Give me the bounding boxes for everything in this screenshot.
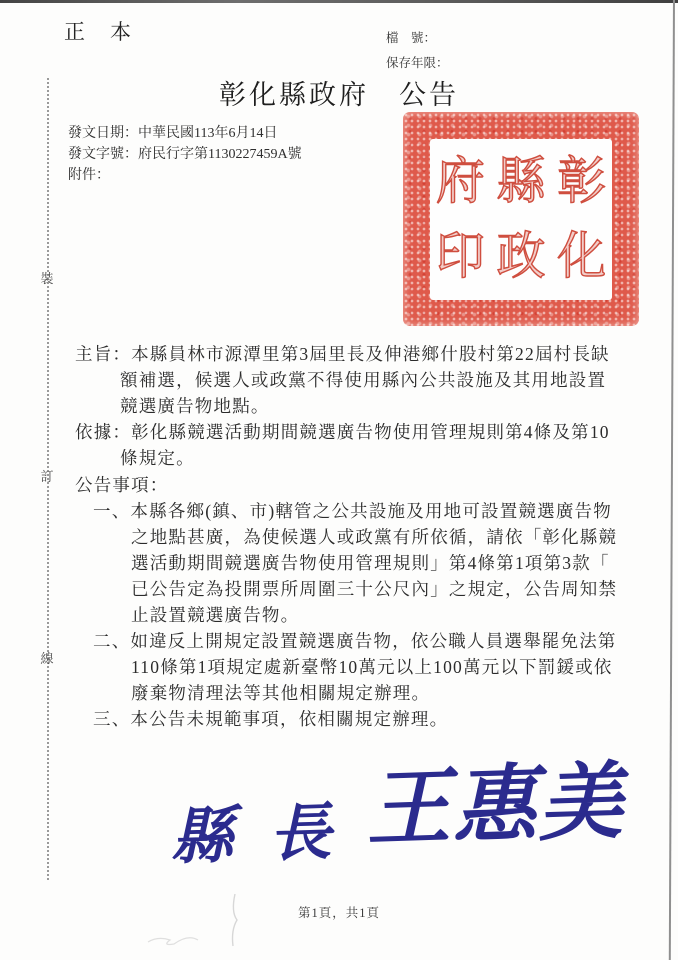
body-line: 額補選，候選人或政黨不得使用縣內公共設施及其用地設置 — [120, 370, 607, 391]
doc-number-label: 發文字號： — [68, 147, 138, 162]
seal-column — [496, 144, 545, 295]
seal-column — [557, 144, 606, 295]
body-line: 之地點甚廣，為使候選人或政黨有所依循，請依「彰化縣競 — [131, 526, 618, 547]
binding-mark-ding: 訂 — [40, 469, 54, 484]
doc-number-row — [68, 144, 302, 165]
body-line: 主旨：本縣員林市源潭里第3屆里長及伸港鄉什股村第22屆村長缺 — [75, 344, 610, 364]
seal-char: 彰 — [557, 152, 607, 210]
body-line: 一、本縣各鄉(鎮、市)轄管之公共設施及用地可設置競選廣告物 — [93, 500, 612, 521]
body-line: 三、本公告未規範事項，依相關規定辦理。 — [93, 709, 449, 730]
scan-right-edge — [669, 0, 675, 960]
file-number-label: 檔 號： — [386, 31, 437, 45]
seal-char: 政 — [496, 228, 546, 286]
seal-char: 縣 — [496, 152, 546, 210]
scan-top-edge — [0, 0, 678, 3]
document-title: 彰化縣政府 公告 — [219, 80, 459, 110]
attachment-label: 附件： — [68, 168, 110, 183]
binding-mark-xian: 線 — [40, 651, 54, 666]
body-line: 止設置競選廣告物。 — [131, 605, 300, 625]
body-line: 110條第1項規定處新臺幣10萬元以上100萬元以下罰鍰或依 — [131, 657, 613, 678]
body-line: 已公告定為投開票所周圍三十公尺內」之規定，公告周知禁 — [131, 578, 618, 599]
copy-type-label: 正 本 — [64, 20, 133, 44]
attachment-row — [68, 165, 302, 186]
body-line: 條規定。 — [120, 448, 195, 469]
body-line: 公告事項： — [75, 474, 169, 495]
body-line: 二、如違反上開規定設置競選廣告物，依公職人員選舉罷免法第 — [93, 631, 617, 652]
issue-date-row — [68, 123, 302, 144]
issue-date-label: 發文日期： — [68, 126, 138, 141]
seal-char: 化 — [557, 228, 607, 286]
page-number: 第1頁，共1頁 — [297, 906, 380, 920]
official-seal — [403, 112, 639, 326]
signature — [168, 736, 626, 873]
doc-number-value: 府民行字第1130227459A號 — [138, 147, 302, 162]
seal-column — [436, 144, 485, 295]
body-line: 依據：彰化縣競選活動期間競選廣告物使用管理規則第4條及第10 — [75, 422, 610, 443]
body-line: 廢棄物清理法等其他相關規定辦理。 — [131, 683, 431, 704]
official-seal-text — [430, 139, 612, 300]
signature-name: 王惠美 — [364, 756, 626, 858]
body-line: 競選廣告物地點。 — [120, 396, 270, 417]
seal-char: 印 — [435, 228, 485, 286]
issue-date-value: 中華民國113年6月14日 — [138, 126, 278, 141]
binding-mark-zhuang: 裝 — [40, 271, 54, 286]
seal-char: 府 — [435, 152, 485, 210]
body-line: 選活動期間競選廣告物使用管理規則」第4條第1項第3款「 — [131, 552, 610, 573]
meta-block — [68, 123, 302, 186]
retention-period-label: 保存年限： — [386, 56, 449, 70]
archive-block — [386, 26, 449, 76]
signature-title: 縣長 — [169, 798, 369, 873]
